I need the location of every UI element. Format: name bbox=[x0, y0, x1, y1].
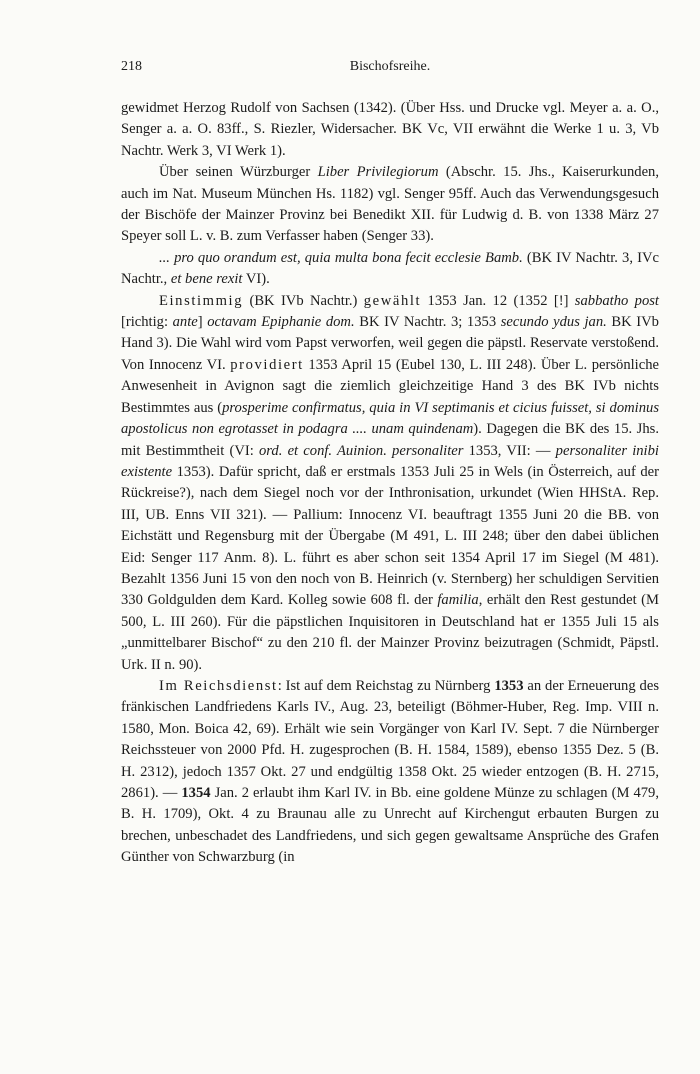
p4-t7: 1353 April 15 (Eubel 130, L. III 248). Über L. persönliche Anwesenheit in Avignon sagt die ziemlich gleichzeitige Hand 3 des BK IVb nichts Bestimmtes aus ( bbox=[121, 356, 659, 416]
running-title: Bischofsreihe. bbox=[349, 59, 431, 74]
body-text bbox=[121, 98, 659, 869]
p4-i7: personaliter inibi existente bbox=[121, 442, 659, 480]
p4-spaced-3: providiert bbox=[230, 356, 304, 373]
p5-t3: Jan. 2 erlaubt ihm Karl IV. in Bb. eine goldene Münze zu schlagen (M 479, B. H. 1709), Okt. 4 zu Braunau alle zu Unrecht auf Kirchengut erbauten Burgen zu brechen, unbeschadet des Landfriedens, und sich gegen gewaltsame Ansprüche des Grafen Günther von Schwarzburg (in bbox=[121, 785, 659, 866]
p4-t1: (BK IVb Nachtr.) bbox=[243, 292, 364, 309]
p2-text-a: Über seinen Würzburger bbox=[159, 164, 318, 181]
p4-t4: ] bbox=[197, 314, 208, 331]
p4-i6: ord. et conf. Auinion. personaliter bbox=[259, 442, 464, 459]
p4-t11: , erhält den Rest gestundet (M 500, L. III 260). Für die päpstlichen Inquisitoren in Deutschland hat er 1355 Juli 15 als „unmittelbarer Bischof“ zu den 210 fl. der Mainzer Provinz beizutragen (Schmidt, Päpstl. Urk. II n. 90). bbox=[121, 592, 659, 673]
p4-t3: [richtig: bbox=[121, 314, 173, 331]
p4-i2: ante bbox=[172, 314, 198, 331]
p3-text-d: VI). bbox=[242, 271, 270, 288]
p4-i8: familia bbox=[437, 592, 479, 609]
p4-t6: BK IVb Hand 3). Die Wahl wird vom Papst verworfen, weil gegen die päpstl. Reservate verstoßend. Von Innocenz VI. bbox=[121, 314, 659, 373]
p4-i4: secundo ydus jan. bbox=[500, 314, 607, 331]
p4-t8: ). Dagegen die BK des 15. Jhs. mit Bestimmtheit (VI: bbox=[121, 421, 659, 459]
paragraph-4 bbox=[121, 291, 659, 676]
p1-text: gewidmet Herzog Rudolf von Sachsen (1342). (Über Hss. und Drucke vgl. Meyer a. a. O., Senger a. a. O. 83ff., S. Riezler, Widersacher. BK Vc, VII erwähnt die Werke 1 u. 3, Vb Nachtr. Werk 3, VI Werk 1). bbox=[121, 100, 659, 159]
page-number: 218 bbox=[121, 59, 142, 74]
p4-t2: 1353 Jan. 12 (1352 [!] bbox=[421, 292, 575, 309]
paragraph-1 bbox=[121, 98, 659, 162]
paragraph-5 bbox=[121, 676, 659, 869]
p4-i3: octavam Epiphanie dom. bbox=[207, 314, 355, 331]
p4-t9: 1353, VII: — bbox=[463, 442, 556, 459]
p5-bold-year-2: 1354 bbox=[181, 785, 211, 801]
p5-t1: : Ist auf dem Reichstag zu Nürnberg bbox=[277, 677, 495, 694]
p2-text-c: (Abschr. 15. Jhs., Kaiserurkunden, auch im Nat. Museum München Hs. 1182) vgl. Senger 95ff. Auch das Verwendungsgesuch der Bischöfe der Mainzer Provinz bei Benedikt XII. für Ludwig d. B. von 1338 März 27 Speyer soll L. v. B. zum Verfasser haben (Senger 33). bbox=[121, 164, 659, 245]
paragraph-3 bbox=[121, 248, 659, 291]
p3-text-b: (BK IV Nachtr. 3, IVc Nachtr., bbox=[121, 249, 659, 288]
p4-spaced-2: gewählt bbox=[363, 292, 422, 309]
p5-t2: an der Erneuerung des fränkischen Landfriedens Karls IV., Aug. 23, beteiligt (Böhmer-Huber, Reg. Imp. VIII n. 1580, Mon. Boica 42, 69). Erhält wie sein Vorgänger von Karl IV. Sept. 7 die Nürnberger Reichssteuer von 2000 Pfd. H. zugesprochen (B. H. 1584, 1589), ebenso 1355 Dez. 5 (B. H. 2312), jedoch 1357 Okt. 27 und endgültig 1358 Okt. 25 wieder entzogen (B. H. 2715, 2861). — bbox=[121, 677, 659, 801]
p5-bold-year-1: 1353 bbox=[494, 677, 524, 694]
p2-italic-title: Liber Privilegiorum bbox=[317, 164, 439, 181]
p3-italic-c: et bene rexit bbox=[170, 271, 243, 288]
p4-spaced-1: Einstimmig bbox=[159, 292, 244, 309]
p4-t5: BK IV Nachtr. 3; 1353 bbox=[354, 314, 501, 331]
p4-t10: 1353). Dafür spricht, daß er erstmals 1353 Juli 25 in Wels (in Österreich, auf der Rückreise?), nach dem Siegel noch vor der Inthronisation, urkundet (Wien HHStA. Rep. III, UB. Enns VII 321). — Pallium: Innocenz VI. beauftragt 1355 Juni 20 die BB. von Eichstätt und Regensburg mit der Übergabe (M 491, L. III 248; über den dabei üblichen Eid: Senger 117 Anm. 8). L. führt es aber schon seit 1354 April 17 im Siegel (M 481). Bezahlt 1356 Juni 15 von den noch von B. Heinrich (v. Sternberg) her schuldigen Servitien 330 Goldgulden dem Kard. Kolleg sowie 608 fl. der bbox=[121, 463, 659, 609]
p4-i1: sabbatho post bbox=[574, 292, 659, 309]
paragraph-2 bbox=[121, 162, 659, 248]
p5-spaced-heading: Im Reichsdienst bbox=[159, 677, 278, 694]
p4-i5: prosperime confirmatus, quia in VI septimanis et cicius fuisset, si dominus apostolicus non egrotasset in podagra .... unam quindenam bbox=[121, 399, 659, 438]
p3-quote: ... pro quo orandum est, quia multa bona fecit ecclesie Bamb. bbox=[159, 249, 523, 266]
